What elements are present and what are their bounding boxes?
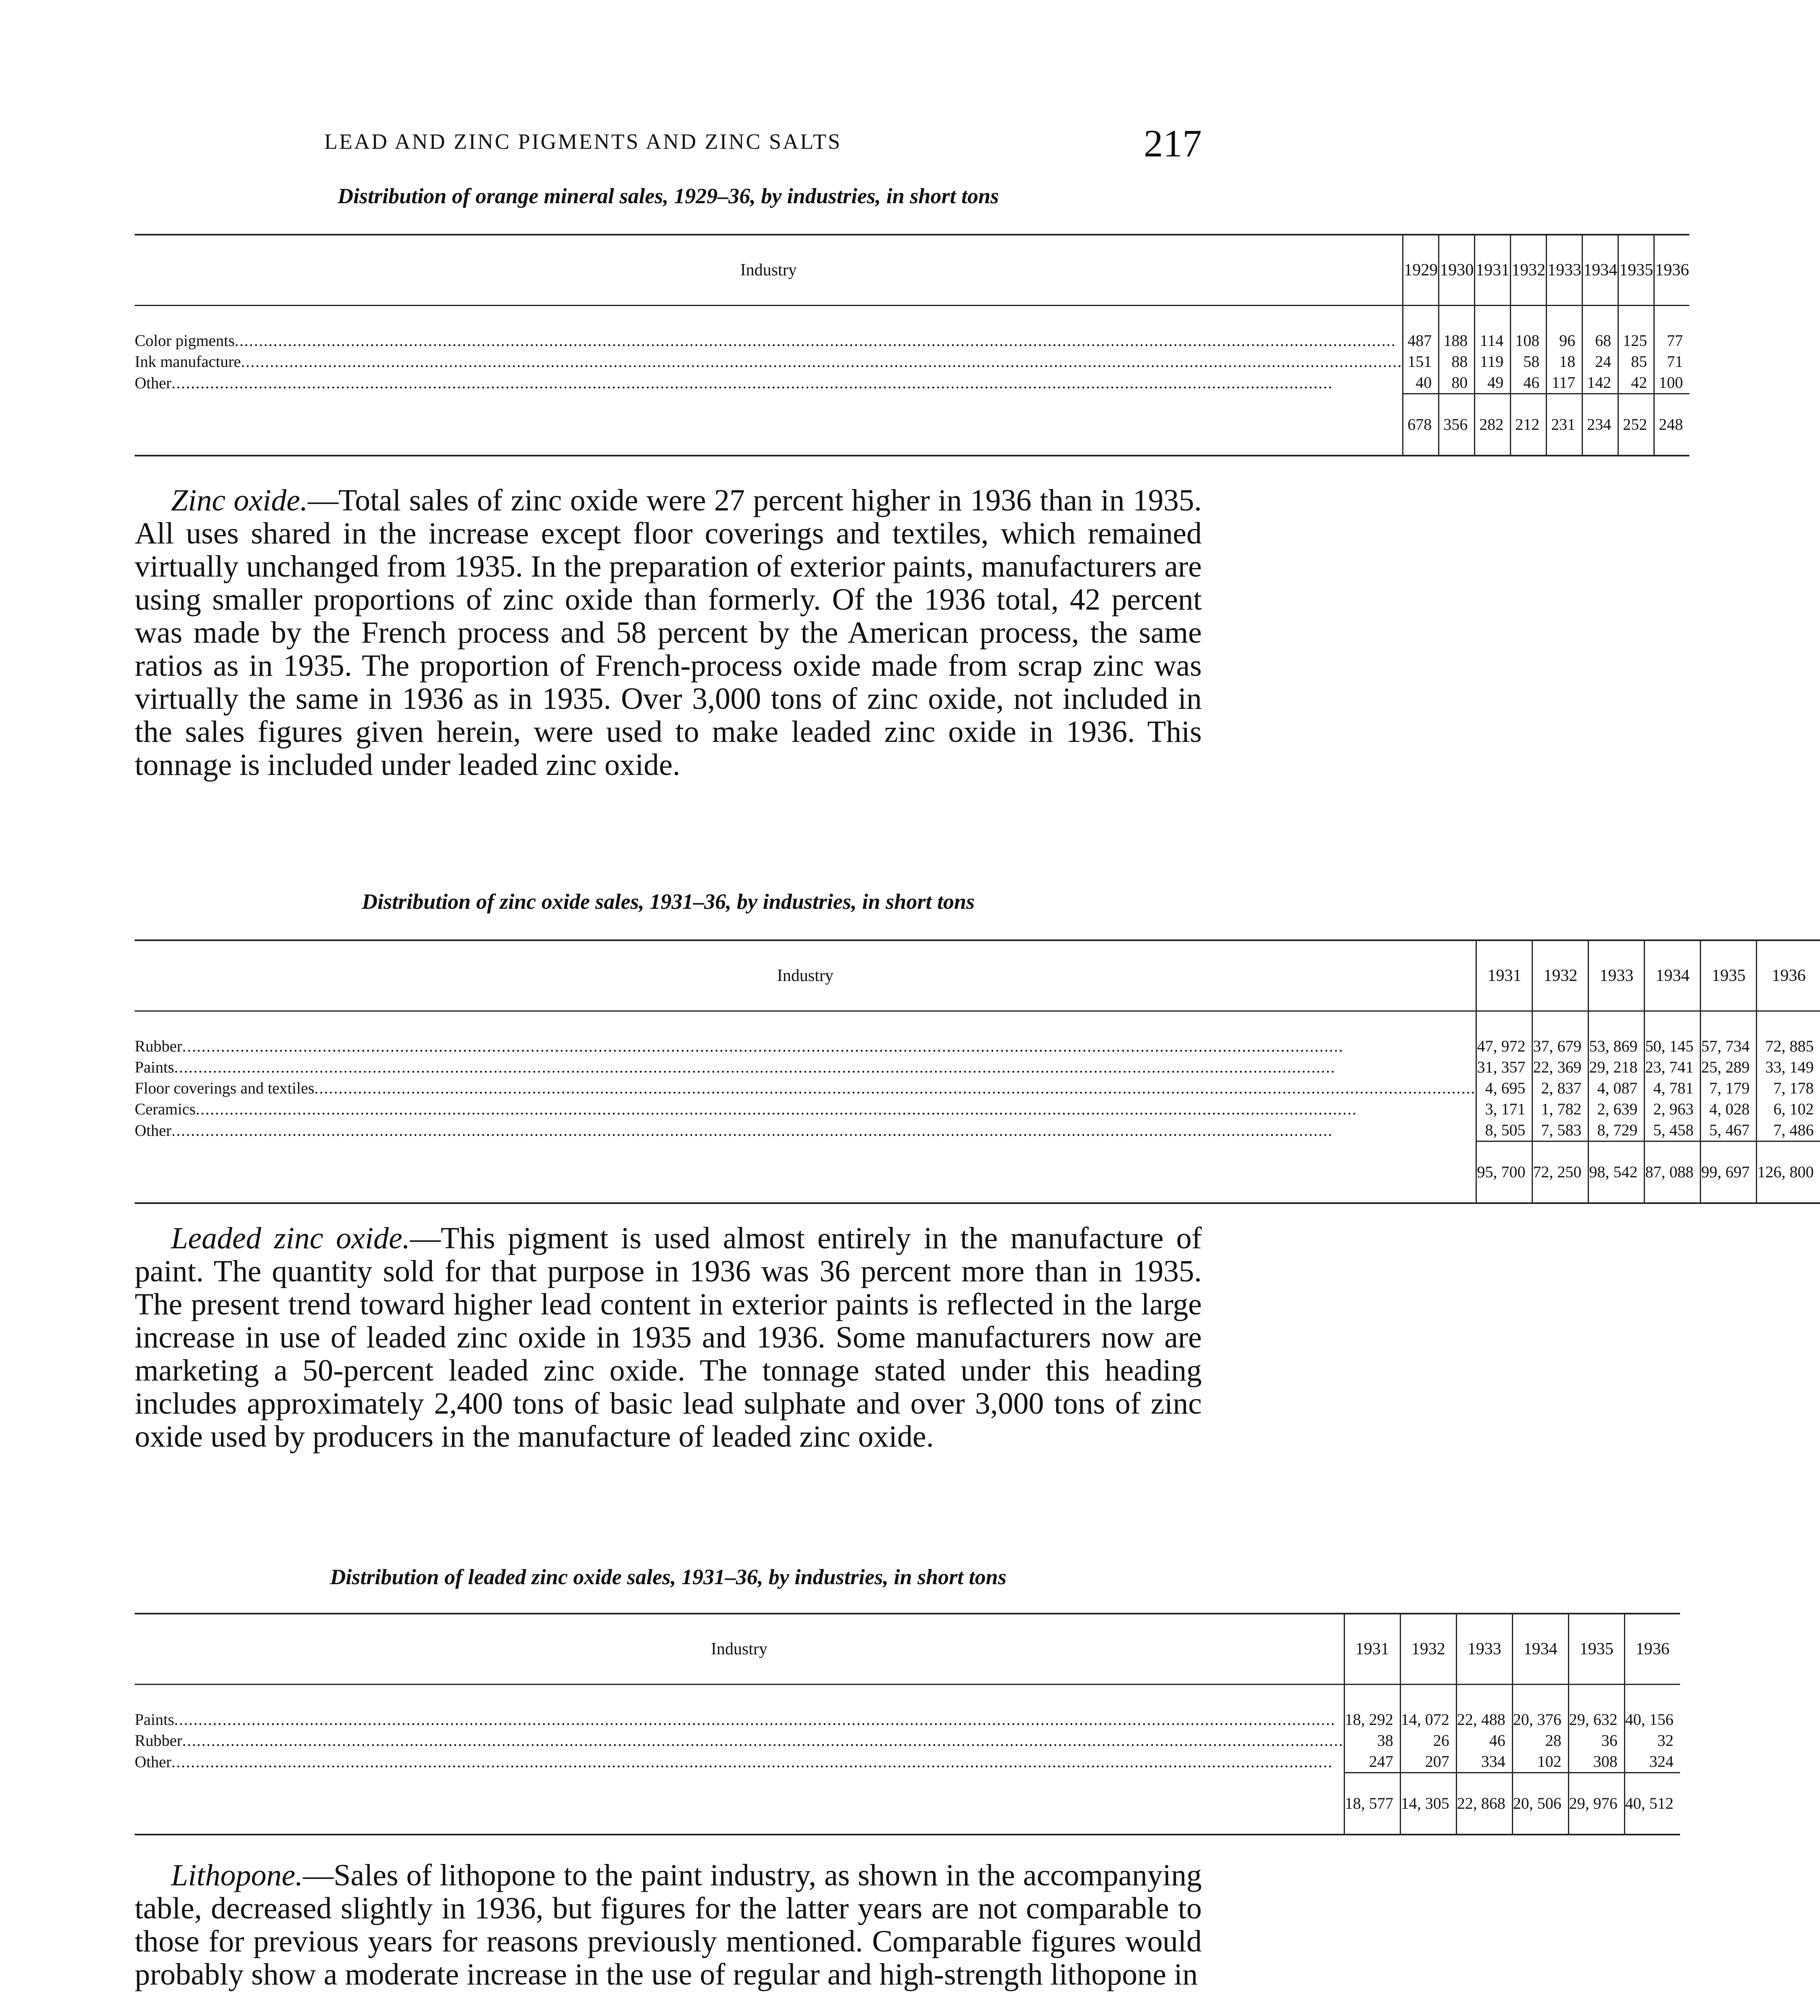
table-cell: 2, 639 <box>1589 1099 1645 1120</box>
table-cell: 22, 369 <box>1532 1057 1589 1078</box>
table-cell: 100 <box>1654 372 1690 394</box>
column-header: 1934 <box>1582 235 1618 306</box>
table-cell: 114 <box>1475 306 1511 352</box>
table-cell: 23, 741 <box>1645 1057 1701 1078</box>
total-cell: 252 <box>1618 394 1654 456</box>
zinc-oxide-table <box>135 939 1820 1204</box>
row-label: Other ..... <box>135 1751 1344 1773</box>
table-cell: 58 <box>1511 351 1547 372</box>
table-cell: 14, 072 <box>1400 1685 1456 1731</box>
table-cell: 142 <box>1582 372 1618 394</box>
table-cell: 88 <box>1439 351 1475 372</box>
table-row <box>135 372 1689 394</box>
row-label: Rubber ..... <box>135 1730 1344 1751</box>
column-header: 1934 <box>1512 1614 1568 1685</box>
table-row <box>135 1120 1820 1141</box>
table-header-row <box>135 1614 1680 1685</box>
table-cell: 1, 782 <box>1532 1099 1589 1120</box>
table-cell: 40 <box>1403 372 1439 394</box>
table-row <box>135 1078 1820 1099</box>
table-cell: 18, 292 <box>1344 1685 1400 1731</box>
table-cell: 324 <box>1624 1751 1680 1773</box>
table-cell: 5, 467 <box>1701 1120 1757 1141</box>
zinc-oxide-run-in: Zinc oxide. <box>171 483 308 517</box>
table-cell: 4, 695 <box>1476 1078 1532 1099</box>
table-cell: 40, 156 <box>1624 1685 1680 1731</box>
leaded-zinc-caption: Distribution of leaded zinc oxide sales, 1931–36, by industries, in short tons <box>330 1565 1007 1589</box>
column-header: 1931 <box>1476 940 1532 1011</box>
table-cell: 4, 087 <box>1589 1078 1645 1099</box>
total-cell: 212 <box>1511 394 1547 456</box>
total-label <box>135 1773 1344 1835</box>
total-label <box>135 394 1403 456</box>
total-cell: 98, 542 <box>1589 1141 1645 1204</box>
total-label <box>135 1141 1476 1204</box>
table-cell: 7, 486 <box>1757 1120 1820 1141</box>
total-cell: 95, 700 <box>1476 1141 1532 1204</box>
table-cell: 7, 178 <box>1757 1078 1820 1099</box>
table-cell: 117 <box>1547 372 1582 394</box>
column-header: 1933 <box>1456 1614 1512 1685</box>
column-header: Industry <box>135 940 1476 1011</box>
table-cell: 151 <box>1403 351 1439 372</box>
table-cell: 32 <box>1624 1730 1680 1751</box>
total-cell: 231 <box>1547 394 1582 456</box>
total-cell: 356 <box>1439 394 1475 456</box>
total-cell: 126, 800 <box>1757 1141 1820 1204</box>
table-cell: 29, 218 <box>1589 1057 1645 1078</box>
total-cell: 282 <box>1475 394 1511 456</box>
table-cell: 6, 102 <box>1757 1099 1820 1120</box>
running-header <box>135 121 1202 165</box>
table-cell: 4, 781 <box>1645 1078 1701 1099</box>
column-header: 1931 <box>1344 1614 1400 1685</box>
leaded-zinc-body: —This pigment is used almost entirely in the manufacture of paint. The quantity sold for that purpose in 1936 was 36 percent more than in 1935. The present trend toward higher lead content in exterior paints is reflected in the large increase in use of leaded zinc oxide in 1935 and 1936. Some manufacturers now are marketing a 50-percent leaded zinc oxide. The tonnage stated under this heading includes approximately 2,400 tons of basic lead sulphate and over 3,000 tons of zinc oxide used by producers in the manufacture of leaded zinc oxide. <box>135 1221 1202 1454</box>
row-label: Other ..... <box>135 372 1403 394</box>
total-row <box>135 394 1689 456</box>
zinc-oxide-paragraph <box>135 484 1202 781</box>
total-cell: 678 <box>1403 394 1439 456</box>
table-cell: 2, 837 <box>1532 1078 1589 1099</box>
total-cell: 99, 697 <box>1701 1141 1757 1204</box>
table-cell: 119 <box>1475 351 1511 372</box>
table-cell: 53, 869 <box>1589 1011 1645 1057</box>
table-cell: 77 <box>1654 306 1690 352</box>
table-cell: 24 <box>1582 351 1618 372</box>
total-cell: 20, 506 <box>1512 1773 1568 1835</box>
table-cell: 20, 376 <box>1512 1685 1568 1731</box>
table-cell: 3, 171 <box>1476 1099 1532 1120</box>
table-cell: 5, 458 <box>1645 1120 1701 1141</box>
column-header: Industry <box>135 235 1403 306</box>
table-cell: 247 <box>1344 1751 1400 1773</box>
table-cell: 46 <box>1456 1730 1512 1751</box>
column-header: 1936 <box>1624 1614 1680 1685</box>
row-label: Ink manufacture ..... <box>135 351 1403 372</box>
table-cell: 125 <box>1618 306 1654 352</box>
orange-mineral-caption: Distribution of orange mineral sales, 1929–36, by industries, in short tons <box>338 184 999 208</box>
total-cell: 72, 250 <box>1532 1141 1589 1204</box>
table-cell: 102 <box>1512 1751 1568 1773</box>
row-label: Paints ..... <box>135 1685 1344 1731</box>
table-cell: 8, 729 <box>1589 1120 1645 1141</box>
table-cell: 36 <box>1568 1730 1624 1751</box>
leaded-zinc-run-in: Leaded zinc oxide. <box>171 1221 410 1255</box>
table-row <box>135 1685 1680 1731</box>
total-cell: 29, 976 <box>1568 1773 1624 1835</box>
table-cell: 22, 488 <box>1456 1685 1512 1731</box>
table-cell: 7, 179 <box>1701 1078 1757 1099</box>
table-cell: 38 <box>1344 1730 1400 1751</box>
table-row <box>135 1057 1820 1078</box>
table-cell: 47, 972 <box>1476 1011 1532 1057</box>
table-cell: 4, 028 <box>1701 1099 1757 1120</box>
zinc-oxide-caption: Distribution of zinc oxide sales, 1931–36, by industries, in short tons <box>362 889 975 914</box>
orange-mineral-table <box>135 234 1689 456</box>
column-header: 1936 <box>1654 235 1690 306</box>
table-cell: 33, 149 <box>1757 1057 1820 1078</box>
table-cell: 71 <box>1654 351 1690 372</box>
table-row <box>135 306 1689 352</box>
column-header: 1935 <box>1618 235 1654 306</box>
running-title: LEAD AND ZINC PIGMENTS AND ZINC SALTS <box>324 129 842 154</box>
column-header: 1935 <box>1568 1614 1624 1685</box>
table-cell: 72, 885 <box>1757 1011 1820 1057</box>
page-number: 217 <box>1144 122 1202 165</box>
leaded-zinc-paragraph <box>135 1222 1202 1453</box>
table-cell: 49 <box>1475 372 1511 394</box>
zinc-oxide-body: —Total sales of zinc oxide were 27 percent higher in 1936 than in 1935. All uses shared in the increase except floor coverings and textiles, which remained virtually unchanged from 1935. In the preparation of exterior paints, manufacturers are using smaller proportions of zinc oxide than formerly. Of the 1936 total, 42 percent was made by the French process and 58 percent by the American process, the same ratios as in 1935. The proportion of French-process oxide made from scrap zinc was virtually the same in 1936 as in 1935. Over 3,000 tons of zinc oxide, not included in the sales figures given herein, were used to make leaded zinc oxide in 1936. This tonnage is included under leaded zinc oxide. <box>135 483 1202 782</box>
table-cell: 57, 734 <box>1701 1011 1757 1057</box>
total-cell: 234 <box>1582 394 1618 456</box>
total-cell: 22, 868 <box>1456 1773 1512 1835</box>
total-cell: 87, 088 <box>1645 1141 1701 1204</box>
table-cell: 26 <box>1400 1730 1456 1751</box>
table-cell: 2, 963 <box>1645 1099 1701 1120</box>
table-cell: 46 <box>1511 372 1547 394</box>
table-cell: 31, 357 <box>1476 1057 1532 1078</box>
column-header: Industry <box>135 1614 1344 1685</box>
document-page <box>135 0 1814 2016</box>
table-cell: 29, 632 <box>1568 1685 1624 1731</box>
total-cell: 40, 512 <box>1624 1773 1680 1835</box>
row-label: Other ..... <box>135 1120 1476 1141</box>
table-row <box>135 1011 1820 1057</box>
total-cell: 248 <box>1654 394 1690 456</box>
column-header: 1932 <box>1511 235 1547 306</box>
total-row <box>135 1141 1820 1204</box>
table-cell: 308 <box>1568 1751 1624 1773</box>
table-cell: 80 <box>1439 372 1475 394</box>
table-cell: 108 <box>1511 306 1547 352</box>
table-cell: 8, 505 <box>1476 1120 1532 1141</box>
table-cell: 42 <box>1618 372 1654 394</box>
table-cell: 7, 583 <box>1532 1120 1589 1141</box>
table-cell: 68 <box>1582 306 1618 352</box>
table-cell: 28 <box>1512 1730 1568 1751</box>
table-cell: 207 <box>1400 1751 1456 1773</box>
table-header-row <box>135 940 1820 1011</box>
row-label: Color pigments ..... <box>135 306 1403 352</box>
total-cell: 14, 305 <box>1400 1773 1456 1835</box>
row-label: Floor coverings and textiles ..... <box>135 1078 1476 1099</box>
table-cell: 85 <box>1618 351 1654 372</box>
leaded-zinc-table <box>135 1613 1680 1835</box>
column-header: 1929 <box>1403 235 1439 306</box>
table-row <box>135 351 1689 372</box>
column-header: 1931 <box>1475 235 1511 306</box>
lithopone-body: —Sales of lithopone to the paint industry, as shown in the accompanying table, decreased slightly in 1936, but figures for the latter years are not comparable to those for previous years for reasons previously mentioned. Comparable figures would probably show a moderate increase in the use of regular and high-strength lithopone in <box>135 1858 1202 1991</box>
column-header: 1930 <box>1439 235 1475 306</box>
total-cell: 18, 577 <box>1344 1773 1400 1835</box>
table-cell: 25, 289 <box>1701 1057 1757 1078</box>
row-label: Paints ..... <box>135 1057 1476 1078</box>
column-header: 1933 <box>1589 940 1645 1011</box>
table-cell: 334 <box>1456 1751 1512 1773</box>
table-row <box>135 1730 1680 1751</box>
column-header: 1935 <box>1701 940 1757 1011</box>
table-cell: 188 <box>1439 306 1475 352</box>
column-header: 1932 <box>1400 1614 1456 1685</box>
column-header: 1936 <box>1757 940 1820 1011</box>
column-header: 1934 <box>1645 940 1701 1011</box>
lithopone-run-in: Lithopone. <box>171 1858 303 1892</box>
table-cell: 37, 679 <box>1532 1011 1589 1057</box>
table-header-row <box>135 235 1689 306</box>
total-row <box>135 1773 1680 1835</box>
table-row <box>135 1751 1680 1773</box>
table-cell: 50, 145 <box>1645 1011 1701 1057</box>
table-row <box>135 1099 1820 1120</box>
table-cell: 487 <box>1403 306 1439 352</box>
table-cell: 96 <box>1547 306 1582 352</box>
column-header: 1932 <box>1532 940 1589 1011</box>
lithopone-paragraph <box>135 1859 1202 1991</box>
column-header: 1933 <box>1547 235 1582 306</box>
table-cell: 18 <box>1547 351 1582 372</box>
row-label: Ceramics ..... <box>135 1099 1476 1120</box>
row-label: Rubber ..... <box>135 1011 1476 1057</box>
